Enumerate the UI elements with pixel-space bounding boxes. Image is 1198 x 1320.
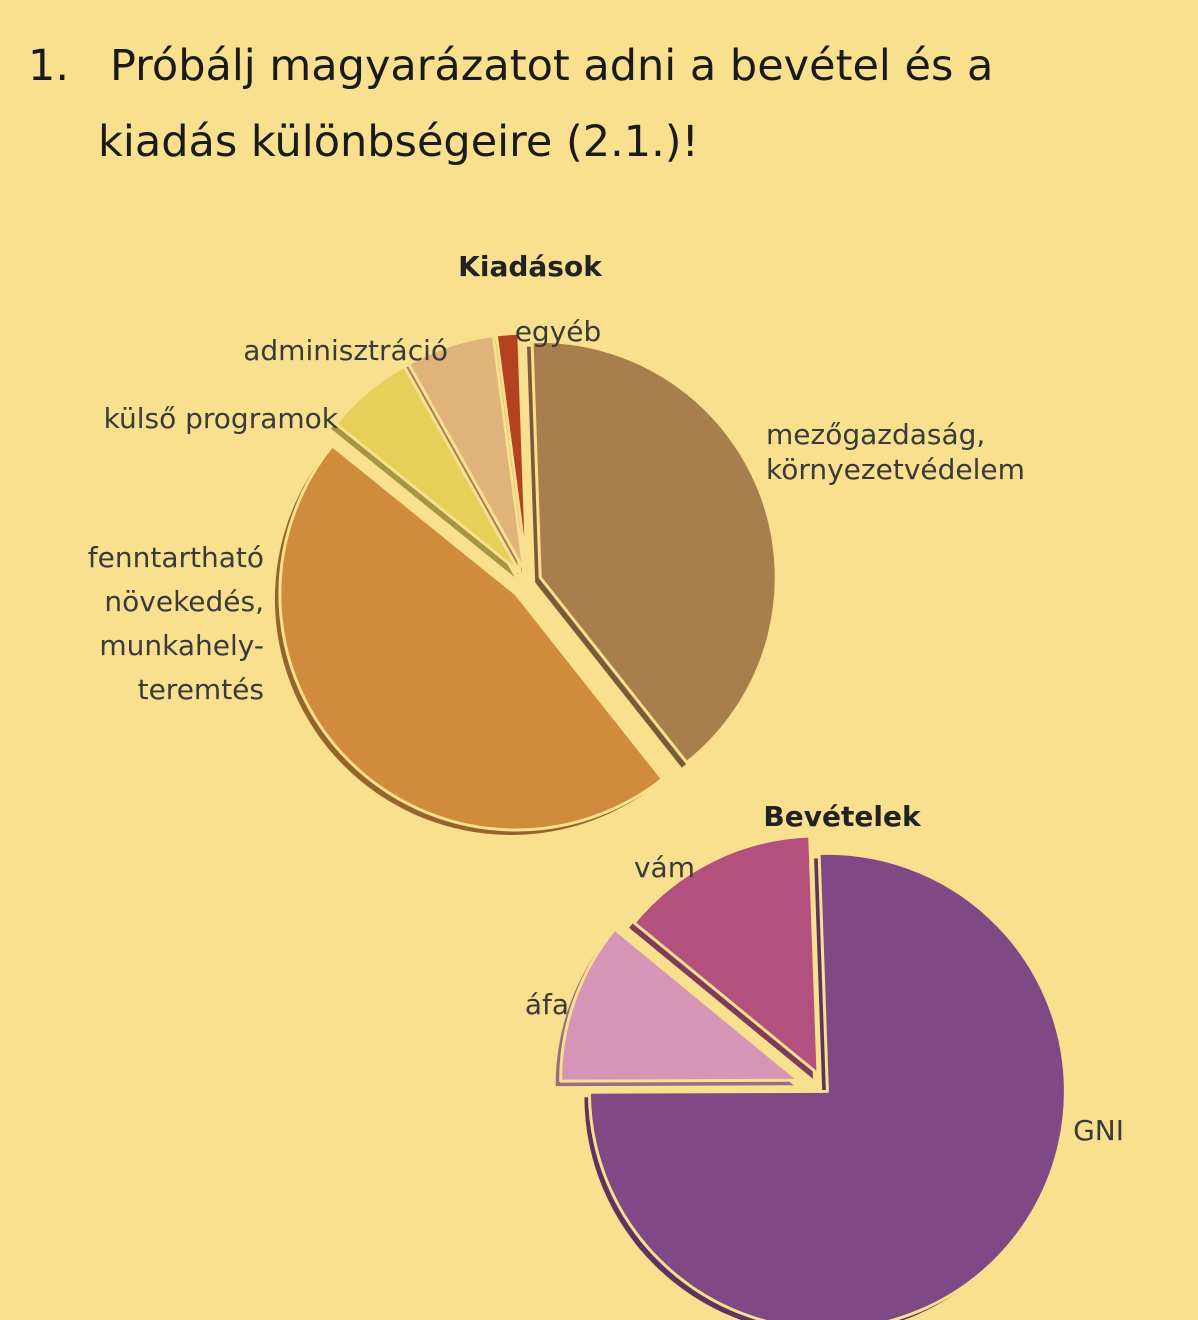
slice-label-egyeb: egyéb bbox=[514, 315, 602, 348]
question-line-1: Próbálj magyarázatot adni a bevétel és a bbox=[110, 41, 994, 91]
slice-label-kulso-programok: külső programok bbox=[103, 402, 338, 435]
slice-label-adminisztracio: adminisztráció bbox=[243, 334, 448, 367]
pie-chart-bevetelek bbox=[525, 800, 1124, 1320]
slice-label-gni: GNI bbox=[1073, 1114, 1124, 1147]
slice-label-mezogazdasag-kornyezetvedelem: mezőgazdaság, környezetvédelem bbox=[766, 418, 1025, 486]
slice-label-fenntarthato-novekedes-munkahely-teremtes: fenntartható növekedés, munkahely-teremtés bbox=[87, 541, 264, 706]
slice-label-vam: vám bbox=[633, 851, 695, 884]
chart-title-bevetelek: Bevételek bbox=[763, 800, 921, 833]
question-number: 1. bbox=[28, 41, 70, 91]
question-line-2: kiadás különbségeire (2.1.)! bbox=[98, 117, 699, 167]
slice-label-afa: áfa bbox=[524, 988, 569, 1021]
chart-title-kiadasok: Kiadások bbox=[458, 250, 602, 283]
pie-chart-kiadasok bbox=[88, 250, 1025, 835]
